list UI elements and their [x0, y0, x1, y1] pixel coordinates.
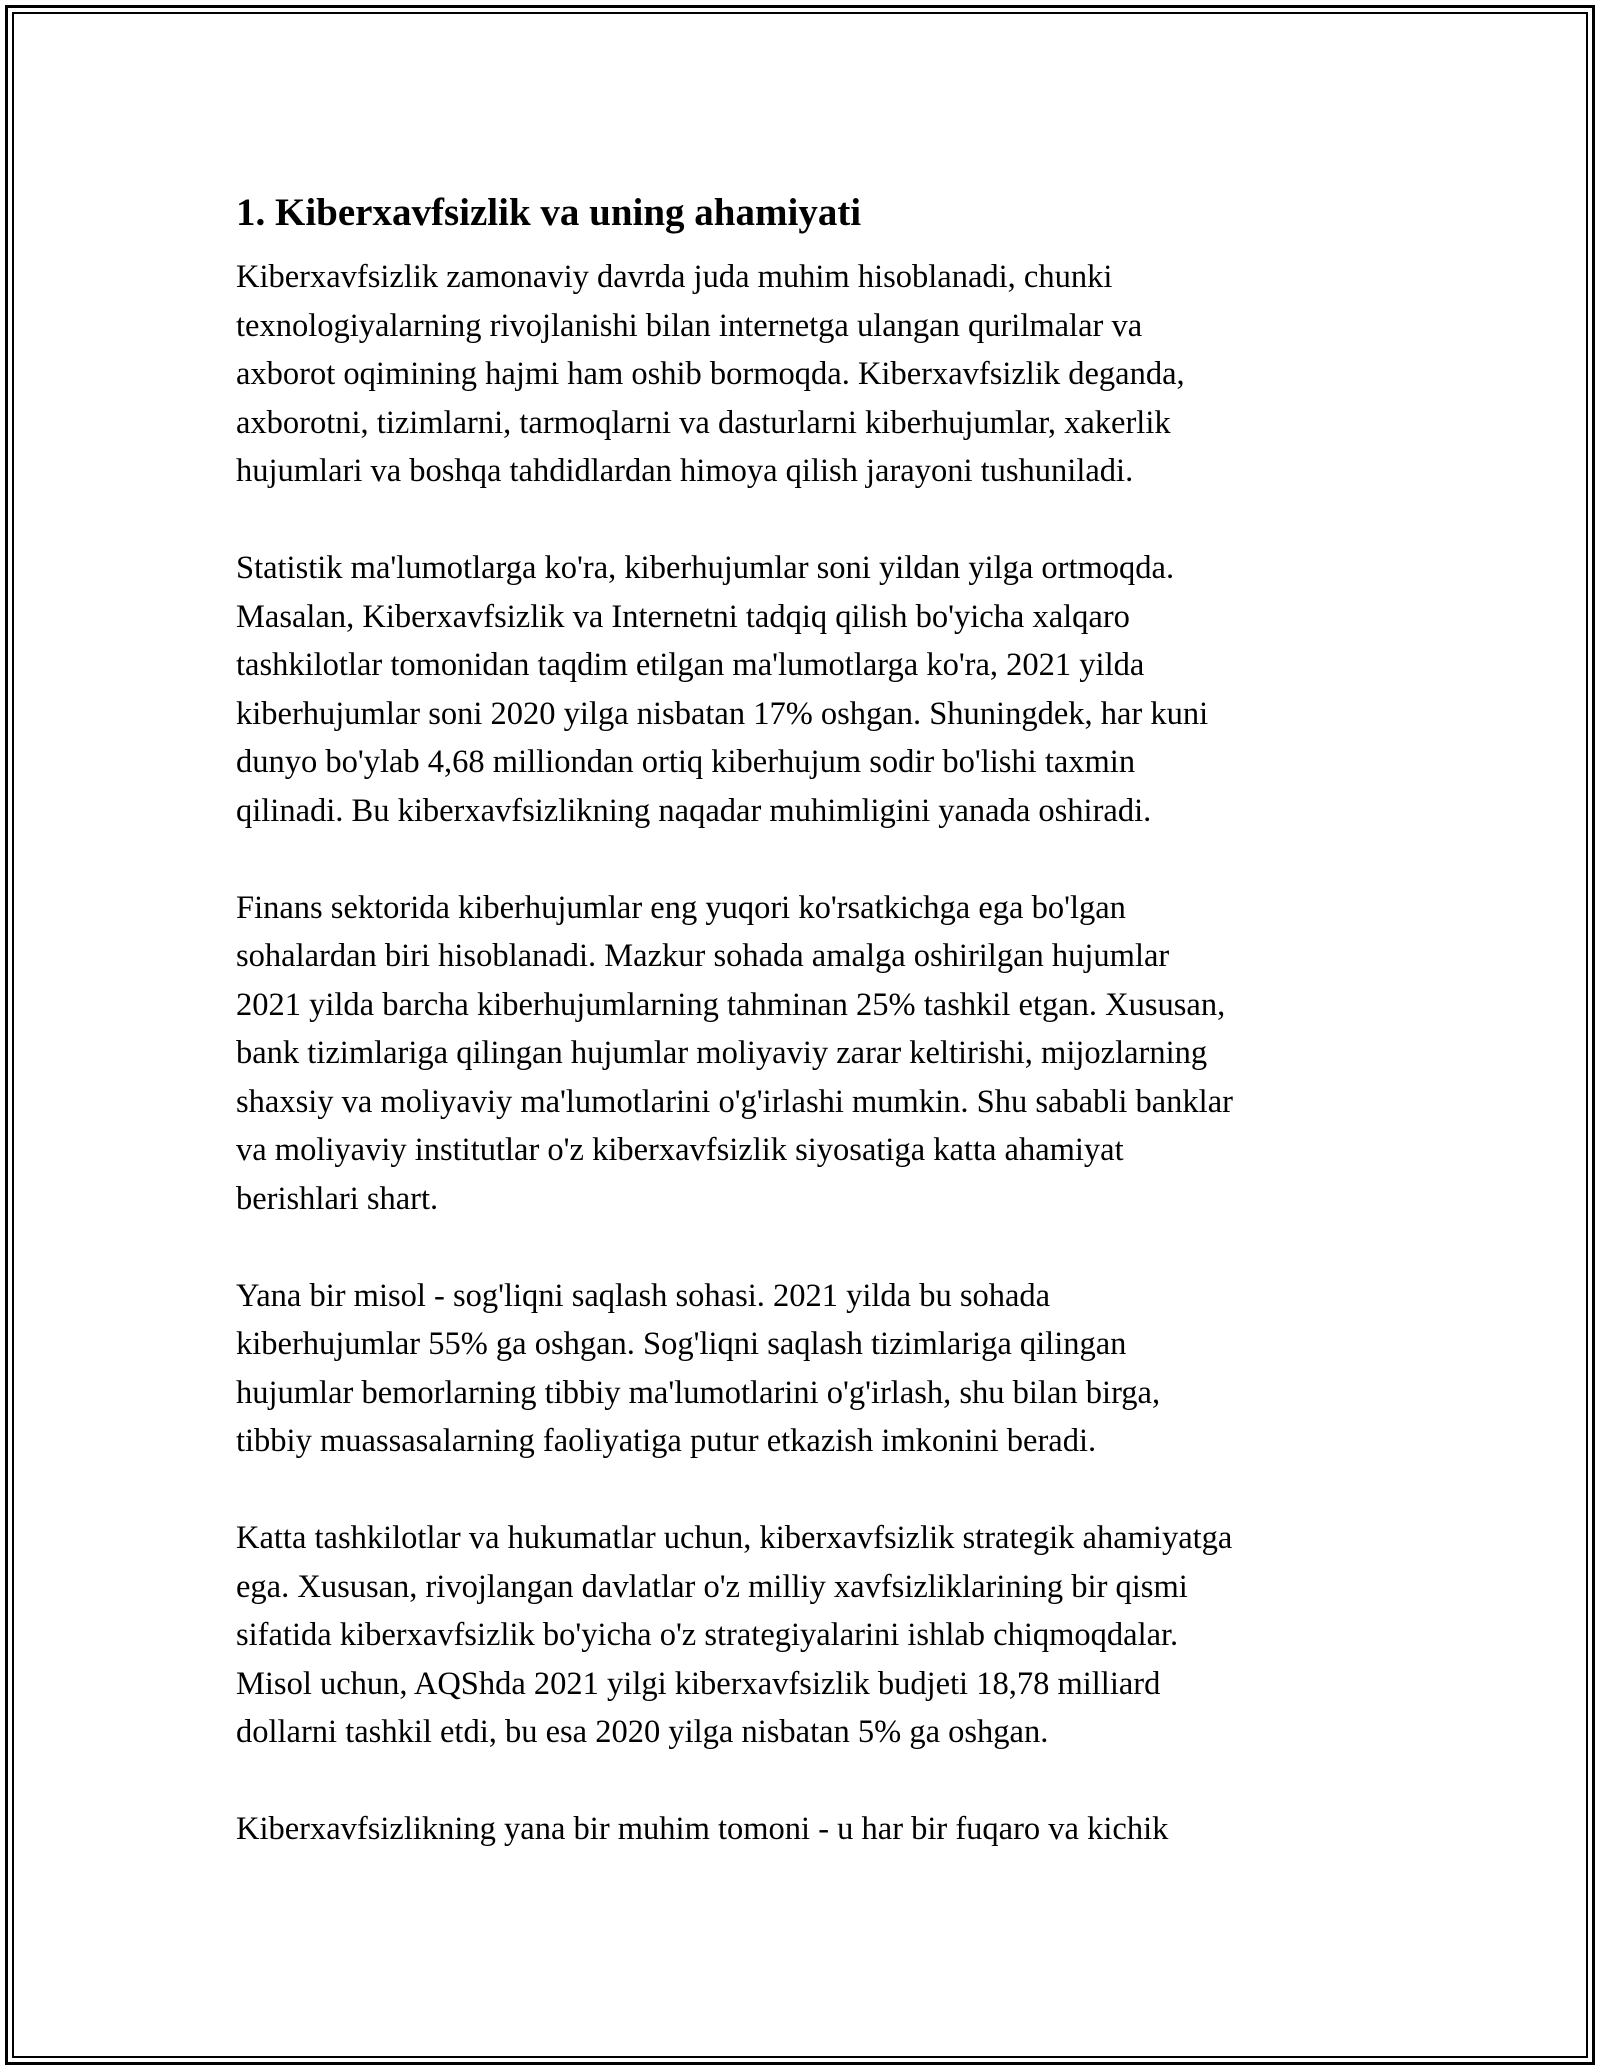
paragraph-citizens: Kiberxavfsizlikning yana bir muhim tomoni - u har bir fuqaro va kichik [236, 1811, 1169, 1847]
section-heading: 1. Kiberxavfsizlik va uning ahamiyati [236, 191, 862, 234]
paragraph-healthcare: Yana bir misol - sog'liqni saqlash sohasi. 2021 yilda bu sohada kiberhujumlar 55% ga oshgan. Sog'liqni saqlash tizimlariga qilingan hujumlar bemorlarning tibbiy ma'lumotlarini o'g'irlash, shu bilan birga, tibbiy muassasalarning faoliyatiga putur etkazish imkonini beradi. [236, 1277, 1161, 1459]
paragraph-statistics: Statistik ma'lumotlarga ko'ra, kiberhujumlar soni yildan yilga ortmoqda. Masalan, Kiberxavfsizlik va Internetni tadqiq qilish bo'yicha xalqaro tashkilotlar tomonidan taqdim etilgan ma'lumotlarga ko'ra, 2021 yilda kiberhujumlar soni 2020 yilga nisbatan 17% oshgan. Shuningdek, har kuni dunyo bo'ylab 4,68 milliondan ortiq kiberhujum sodir bo'lishi taxmin qilinadi. Bu kiberxavfsizlikning naqadar muhimligini yanada oshiradi. [236, 550, 1209, 829]
paragraph-finance-sector: Finans sektorida kiberhujumlar eng yuqori ko'rsatkichga ega bo'lgan sohalardan biri hisoblanadi. Mazkur sohada amalga oshirilgan hujumlar 2021 yilda barcha kiberhujumlarning tahminan 25% tashkil etgan. Xususan, bank tizimlariga qilingan hujumlar moliyaviy zarar keltirishi, mijozlarning shaxsiy va moliyaviy ma'lumotlarini o'g'irlashi mumkin. Shu sababli banklar va moliyaviy institutlar o'z kiberxavfsizlik siyosatiga katta ahamiyat berishlari shart. [236, 889, 1233, 1217]
paragraph-intro: Kiberxavfsizlik zamonaviy davrda juda muhim hisoblanadi, chunki texnologiyalarning rivojlanishi bilan internetga ulangan qurilmalar va axborot oqimining hajmi ham oshib bormoqda. Kiberxavfsizlik deganda, axborotni, tizimlarni, tarmoqlarni va dasturlarni kiberhujumlar, xakerlik hujumlari va boshqa tahdidlardan himoya qilish jarayoni tushuniladi. [236, 259, 1185, 489]
paragraph-governments: Katta tashkilotlar va hukumatlar uchun, kiberxavfsizlik strategik ahamiyatga ega. Xususan, rivojlangan davlatlar o'z milliy xavfsizliklarining bir qismi sifatida kiberxavfsizlik bo'yicha o'z strategiyalarini ishlab chiqmoqdalar. Misol uchun, AQShda 2021 yilgi kiberxavfsizlik budjeti 18,78 milliard dollarni tashkil etdi, bu esa 2020 yilga nisbatan 5% ga oshgan. [236, 1520, 1233, 1750]
document-body [236, 185, 1366, 1902]
